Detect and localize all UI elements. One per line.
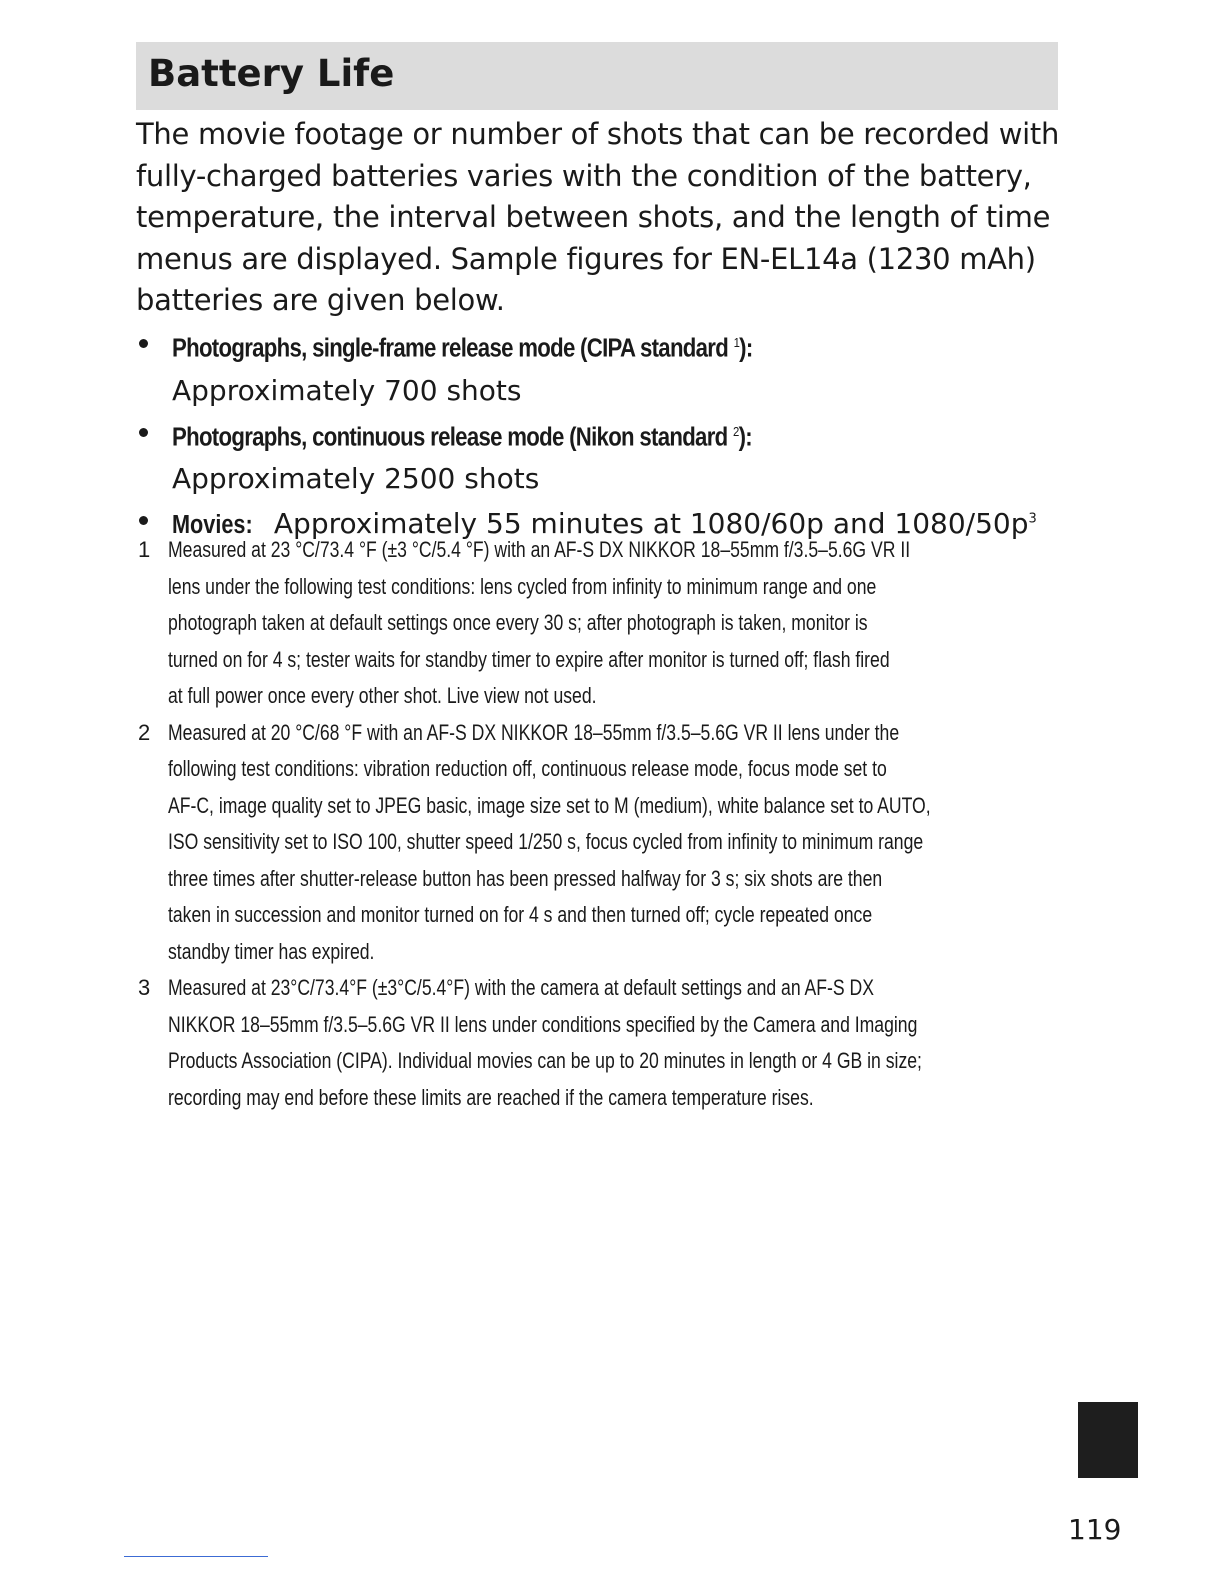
footnote-line: photograph taken at default settings once every 30 s; after photograph is taken, monitor is [168, 610, 868, 635]
footnote-line: at full power once every other shot. Live view not used. [168, 683, 597, 708]
footnote-line: ISO sensitivity set to ISO 100, shutter speed 1/250 s, focus cycled from infinity to minimum range [168, 829, 924, 854]
footnote-line: taken in succession and monitor turned on for 4 s and then turned off; cycle repeated once [168, 902, 873, 927]
list-item-photos-single [136, 322, 1076, 411]
chapter-thumb-tab [1078, 1402, 1138, 1478]
footnote-line: three times after shutter-release button has been pressed halfway for 3 s; six shots are then [168, 865, 883, 891]
footnote-2 [136, 715, 1066, 971]
footnote-line: AF-C, image quality set to JPEG basic, image size set to M (medium), white balance set to AUTO, [168, 792, 931, 818]
footnote-line: recording may end before these limits are reached if the camera temperature rises. [168, 1084, 814, 1110]
footer-rule [124, 1556, 268, 1557]
footnote-1 [136, 532, 1066, 715]
footnote-line: standby timer has expired. [168, 938, 375, 964]
footnote-ref: 2 [732, 423, 739, 439]
footnote-3 [136, 970, 1066, 1116]
bullet-heading: Photographs, continuous release mode (Nikon standard $^2$): [172, 423, 752, 451]
footnote-number: 2 [138, 719, 151, 745]
bullet-heading: Photographs, single-frame release mode (CIPA standard $^1$): [172, 334, 753, 363]
footnote-number: 3 [138, 975, 151, 1000]
bullet-value: Approximately 700 shots [172, 373, 522, 407]
footnote-line: following test conditions: vibration reduction off, continuous release mode, focus mode set to [168, 756, 887, 781]
footnote-line: turned on for 4 s; tester waits for standby timer to expire after monitor is turned off; flash fired [168, 646, 890, 672]
bullet-icon [139, 339, 148, 348]
bullet-heading: Movies: [172, 511, 253, 540]
section-title: Battery Life [148, 52, 395, 95]
bullet-value: Approximately 55 minutes at 1080/60p and 1080/50p [273, 507, 1029, 541]
footnote-line: lens under the following test conditions: lens cycled from infinity to minimum range and one [168, 573, 877, 599]
footnote-number: 1 [138, 537, 151, 562]
intro-line: fully-charged batteries varies with the condition of the battery, [136, 158, 1032, 193]
bullet-icon [139, 516, 148, 525]
list-item-photos-continuous [136, 411, 1076, 500]
footnote-line: Measured at 20 °C/68 °F with an AF-S DX NIKKOR 18–55mm f/3.5–5.6G VR II lens under the [168, 719, 900, 745]
footnote-line: Measured at 23 °C/73.4 °F (±3 °C/5.4 °F) with an AF-S DX NIKKOR 18–55mm f/3.5–5.6G VR II [168, 537, 911, 562]
intro-line: temperature, the interval between shots, and the length of time [136, 200, 1051, 234]
intro-paragraph [136, 114, 1066, 322]
bullet-value: Approximately 2500 shots [172, 462, 540, 495]
battery-figures-list [136, 322, 1076, 546]
footnotes [136, 532, 1066, 1116]
bullet-icon [139, 428, 148, 437]
page-number: 119 [1068, 1513, 1122, 1546]
footnote-ref: 1 [733, 335, 740, 350]
footnote-line: Products Association (CIPA). Individual movies can be up to 20 minutes in length or 4 GB in size; [168, 1048, 922, 1073]
intro-line: menus are displayed. Sample figures for EN-EL14a (1230 mAh) [136, 241, 1036, 276]
footnote-ref: 3 [1028, 512, 1037, 527]
footnote-line: Measured at 23°C/73.4°F (±3°C/5.4°F) with the camera at default settings and an AF-S DX [168, 975, 874, 1000]
intro-line: The movie footage or number of shots that can be recorded with [136, 117, 1060, 151]
intro-line: batteries are given below. [136, 283, 505, 317]
footnote-line: NIKKOR 18–55mm f/3.5–5.6G VR II lens under conditions specified by the Camera and Imaging [168, 1011, 918, 1037]
